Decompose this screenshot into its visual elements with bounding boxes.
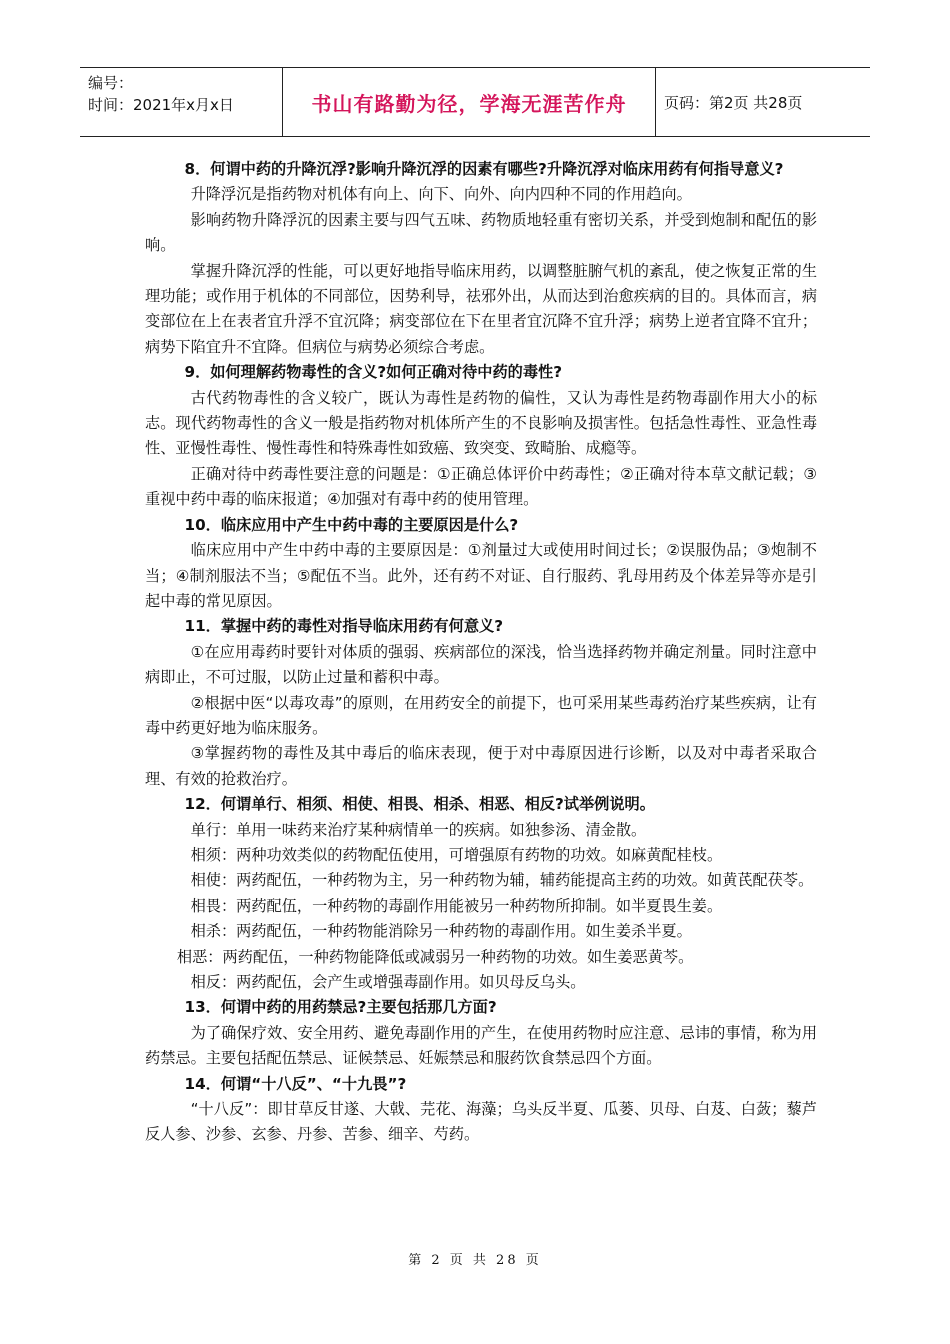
answer-paragraph: 正确对待中药毒性要注意的问题是：①正确总体评价中药毒性；②正确对待本草文献记载；③重视中药中毒的临床报道；④加强对有毒中药的使用管理。	[145, 464, 817, 509]
question-heading: 14．何谓“十八反”、“十九畏”?	[184, 1074, 407, 1093]
document-date: 时间：2021年x月x日	[88, 96, 234, 114]
answer-paragraph: 相须：两种功效类似的药物配伍使用，可增强原有药物的功效。如麻黄配桂枝。	[190, 845, 723, 864]
answer-paragraph: “十八反”：即甘草反甘遂、大戟、芫花、海藻；乌头反半夏、瓜蒌、贝母、白芨、白蔹；藜芦反人参、沙参、玄参、丹参、苦参、细辛、芍药。	[145, 1100, 817, 1144]
question-heading: 10．临床应用中产生中药中毒的主要原因是什么?	[184, 515, 519, 534]
answer-paragraph: 相畏：两药配伍，一种药物的毒副作用能被另一种药物所抑制。如半夏畏生姜。	[190, 896, 723, 915]
header-page-info: 页码：第2页 共28页	[664, 93, 803, 112]
answer-paragraph: 为了确保疗效、安全用药、避免毒副作用的产生，在使用药物时应注意、忌讳的事情，称为用药禁忌。主要包括配伍禁忌、证候禁忌、妊娠禁忌和服药饮食禁忌四个方面。	[145, 1023, 817, 1068]
document-header	[80, 67, 870, 137]
answer-paragraph: ②根据中医“以毒攻毒”的原则，在用药安全的前提下，也可采用某些毒药治疗某些疾病，让有毒中药更好地为临床服务。	[145, 693, 817, 737]
answer-paragraph: 相杀：两药配伍，一种药物能消除另一种药物的毒副作用。如生姜杀半夏。	[190, 922, 692, 941]
answer-paragraph: ③掌握药物的毒性及其中毒后的临床表现，便于对中毒原因进行诊断，以及对中毒者采取合理、有效的抢救治疗。	[145, 744, 817, 788]
answer-paragraph: 升降浮沉是指药物对机体有向上、向下、向外、向内四种不同的作用趋向。	[190, 185, 692, 204]
answer-paragraph: 掌握升降沉浮的性能，可以更好地指导临床用药，以调整脏腑气机的紊乱，使之恢复正常的生理功能；或作用于机体的不同部位，因势利导，祛邪外出，从而达到治愈疾病的目的。具体而言，病变部位在上在表者宜升浮不宜沉降；病变部位在下在里者宜沉降不宜升浮；病势上逆者宜降不宜升；病势下陷宜升不宜降。但病位与病势必须综合考虑。	[145, 261, 817, 356]
answer-paragraph: 相使：两药配伍，一种药物为主，另一种药物为辅，辅药能提高主药的功效。如黄芪配茯苓。	[190, 871, 814, 890]
document-number-label: 编号：	[88, 74, 134, 92]
question-heading: 12．何谓单行、相须、相使、相畏、相杀、相恶、相反?试举例说明。	[184, 795, 655, 814]
answer-paragraph: 影响药物升降浮沉的因素主要与四气五味、药物质地轻重有密切关系，并受到炮制和配伍的影响。	[145, 210, 817, 255]
question-heading: 8．何谓中药的升降沉浮?影响升降沉浮的因素有哪些?升降沉浮对临床用药有何指导意义?	[184, 160, 784, 178]
header-motto: 书山有路勤为径，学海无涯苦作舟	[283, 68, 656, 136]
answer-paragraph: 相反：两药配伍，会产生或增强毒副作用。如贝母反乌头。	[190, 973, 586, 991]
answer-paragraph: 相恶：两药配伍，一种药物能降低或减弱另一种药物的功效。如生姜恶黄芩。	[176, 947, 694, 966]
answer-paragraph: 古代药物毒性的含义较广，既认为毒性是药物的偏性，又认为毒性是药物毒副作用大小的标志。现代药物毒性的含义一般是指药物对机体所产生的不良影响及损害性。包括急性毒性、亚急性毒性、亚慢性毒性、慢性毒性和特殊毒性如致癌、致突变、致畸胎、成瘾等。	[145, 388, 817, 458]
question-heading: 9．如何理解药物毒性的含义?如何正确对待中药的毒性?	[184, 363, 563, 382]
answer-paragraph: ①在应用毒药时要针对体质的强弱、疾病部位的深浅，恰当选择药物并确定剂量。同时注意中病即止，不可过服，以防止过量和蓄积中毒。	[145, 642, 817, 687]
answer-paragraph: 临床应用中产生中药中毒的主要原因是：①剂量过大或使用时间过长；②误服伪品；③炮制不当；④制剂服法不当；⑤配伍不当。此外，还有药不对证、自行服药、乳母用药及个体差异等亦是引起中毒的常见原因。	[145, 541, 817, 610]
page-footer: 第 2 页 共 28 页	[408, 1253, 542, 1268]
answer-paragraph: 单行：单用一味药来治疗某种病情单一的疾病。如独参汤、清金散。	[190, 820, 647, 839]
header-meta	[80, 68, 283, 136]
question-heading: 11．掌握中药的毒性对指导临床用药有何意义?	[184, 617, 504, 636]
question-heading: 13．何谓中药的用药禁忌?主要包括那几方面?	[184, 998, 497, 1017]
document-body	[145, 157, 817, 1148]
